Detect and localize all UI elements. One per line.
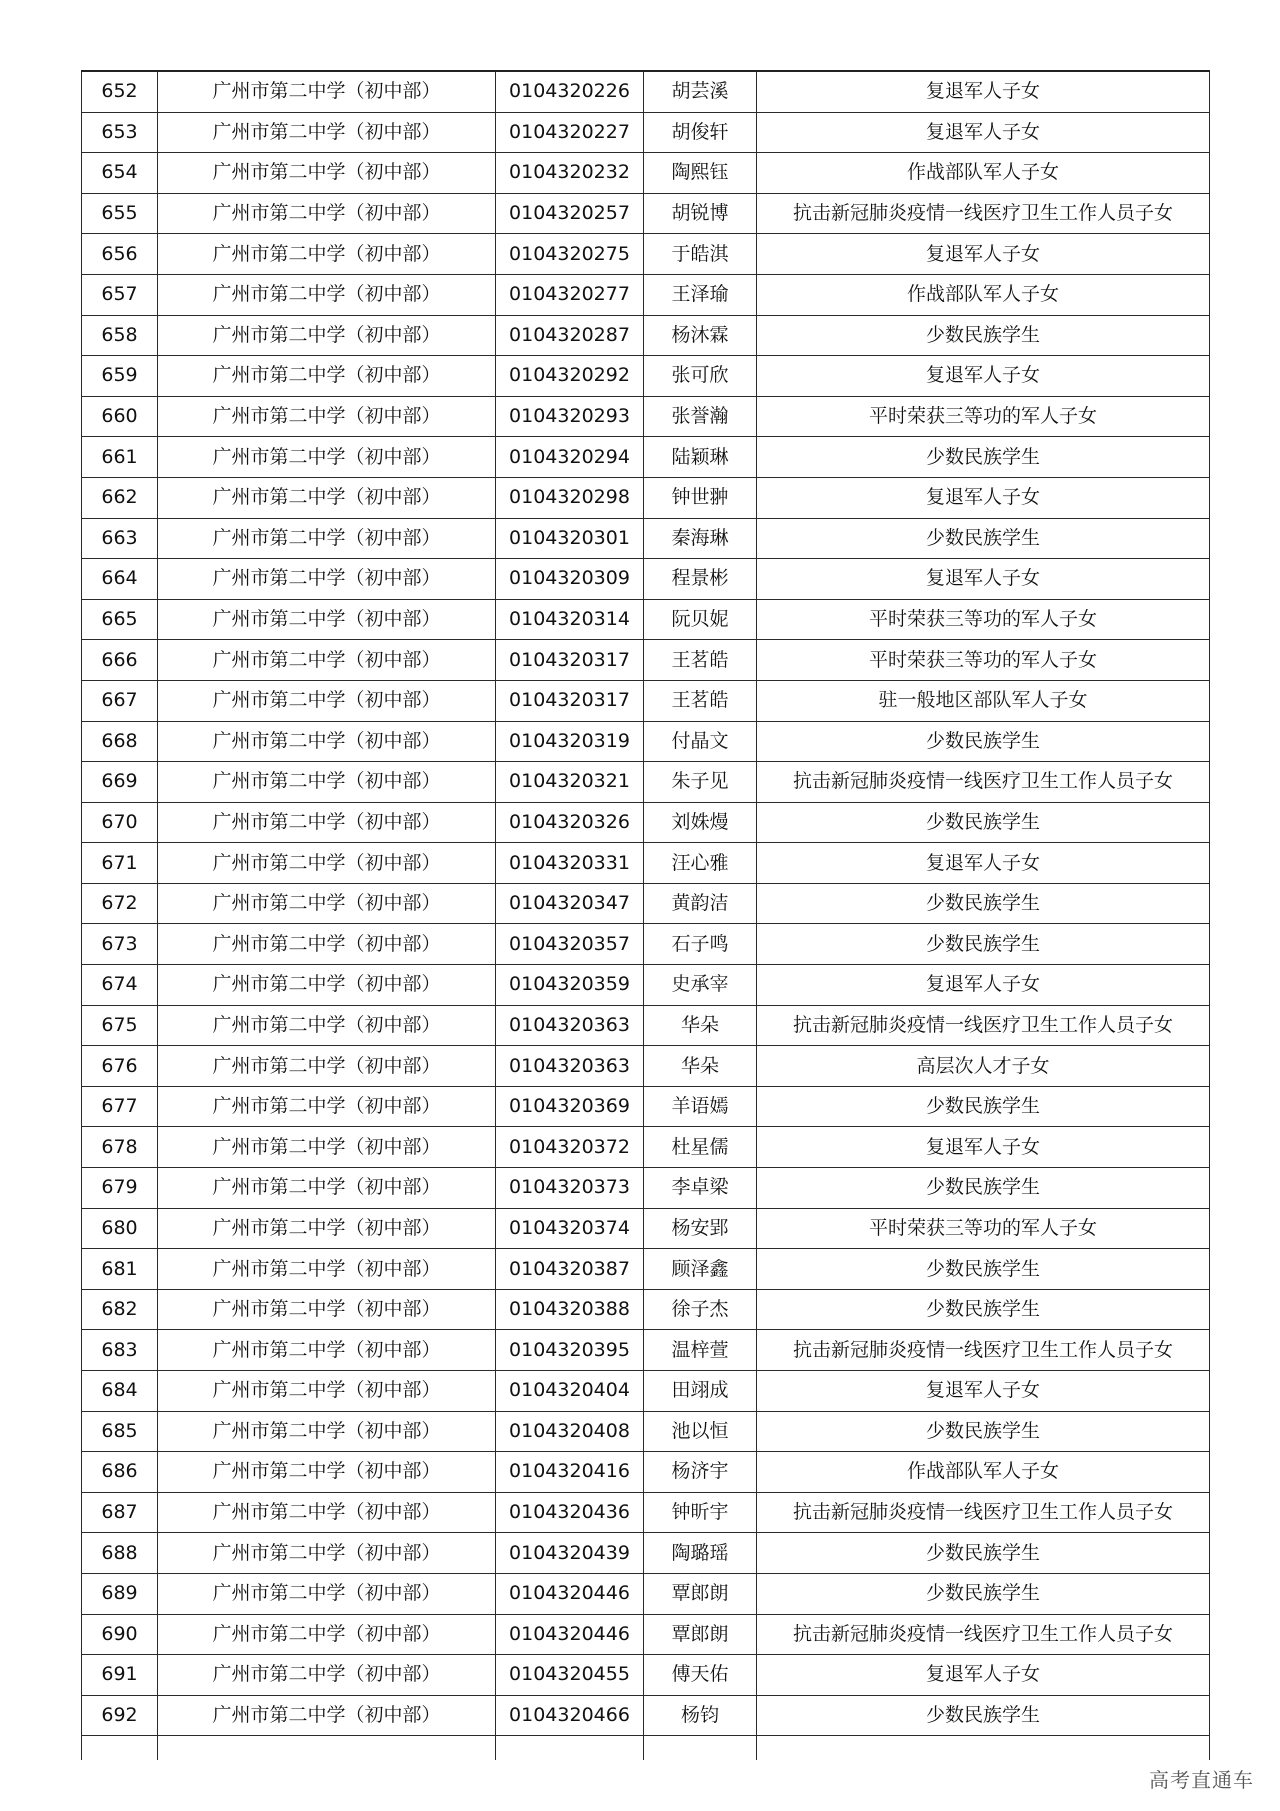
table-row [82, 1005, 1210, 1046]
student-id-cell: 0104320331 [496, 843, 644, 884]
category-cell: 少数民族学生 [757, 924, 1210, 965]
table-row [82, 518, 1210, 559]
empty-cell [757, 1736, 1210, 1761]
category-cell: 复退军人子女 [757, 843, 1210, 884]
school-name-cell: 广州市第二中学（初中部） [158, 1573, 496, 1614]
category-cell: 少数民族学生 [757, 721, 1210, 762]
student-id-cell: 0104320293 [496, 396, 644, 437]
category-cell: 少数民族学生 [757, 802, 1210, 843]
category-cell: 少数民族学生 [757, 1533, 1210, 1574]
row-number-cell: 660 [82, 396, 158, 437]
student-name-cell: 池以恒 [644, 1411, 757, 1452]
student-id-cell: 0104320277 [496, 274, 644, 315]
school-name-cell: 广州市第二中学（初中部） [158, 559, 496, 600]
student-id-cell: 0104320408 [496, 1411, 644, 1452]
table-row [82, 559, 1210, 600]
school-name-cell: 广州市第二中学（初中部） [158, 1411, 496, 1452]
row-number-cell: 681 [82, 1249, 158, 1290]
table-row [82, 640, 1210, 681]
school-name-cell: 广州市第二中学（初中部） [158, 356, 496, 397]
category-cell: 复退军人子女 [757, 559, 1210, 600]
category-cell: 抗击新冠肺炎疫情一线医疗卫生工作人员子女 [757, 1492, 1210, 1533]
row-number-cell: 665 [82, 599, 158, 640]
student-name-cell: 杨安郢 [644, 1208, 757, 1249]
student-name-cell: 于皓淇 [644, 234, 757, 275]
school-name-cell: 广州市第二中学（初中部） [158, 518, 496, 559]
student-id-cell: 0104320439 [496, 1533, 644, 1574]
row-number-cell: 674 [82, 965, 158, 1006]
school-name-cell: 广州市第二中学（初中部） [158, 1249, 496, 1290]
student-id-cell: 0104320416 [496, 1452, 644, 1493]
category-cell: 抗击新冠肺炎疫情一线医疗卫生工作人员子女 [757, 1005, 1210, 1046]
row-number-cell: 690 [82, 1614, 158, 1655]
category-cell: 抗击新冠肺炎疫情一线医疗卫生工作人员子女 [757, 1330, 1210, 1371]
row-number-cell: 685 [82, 1411, 158, 1452]
row-number-cell: 657 [82, 274, 158, 315]
student-id-cell: 0104320294 [496, 437, 644, 478]
row-number-cell: 677 [82, 1086, 158, 1127]
student-name-cell: 付晶文 [644, 721, 757, 762]
school-name-cell: 广州市第二中学（初中部） [158, 599, 496, 640]
school-name-cell: 广州市第二中学（初中部） [158, 762, 496, 803]
category-cell: 抗击新冠肺炎疫情一线医疗卫生工作人员子女 [757, 1614, 1210, 1655]
school-name-cell: 广州市第二中学（初中部） [158, 1655, 496, 1696]
row-number-cell: 688 [82, 1533, 158, 1574]
school-name-cell: 广州市第二中学（初中部） [158, 1695, 496, 1736]
row-number-cell: 673 [82, 924, 158, 965]
school-name-cell: 广州市第二中学（初中部） [158, 1127, 496, 1168]
category-cell: 复退军人子女 [757, 234, 1210, 275]
empty-cell [644, 1736, 757, 1761]
school-name-cell: 广州市第二中学（初中部） [158, 924, 496, 965]
table-row [82, 965, 1210, 1006]
student-id-cell: 0104320395 [496, 1330, 644, 1371]
student-name-cell: 朱子见 [644, 762, 757, 803]
student-name-cell: 覃郎朗 [644, 1614, 757, 1655]
school-name-cell: 广州市第二中学（初中部） [158, 1452, 496, 1493]
table-row [82, 1533, 1210, 1574]
row-number-cell: 667 [82, 680, 158, 721]
student-id-cell: 0104320466 [496, 1695, 644, 1736]
student-name-cell: 程景彬 [644, 559, 757, 600]
category-cell: 抗击新冠肺炎疫情一线医疗卫生工作人员子女 [757, 762, 1210, 803]
row-number-cell: 659 [82, 356, 158, 397]
watermark-logo-text: 高考直通车 [1149, 1768, 1254, 1792]
category-cell: 作战部队军人子女 [757, 153, 1210, 194]
category-cell: 作战部队军人子女 [757, 1452, 1210, 1493]
student-id-cell: 0104320363 [496, 1046, 644, 1087]
table-row [82, 437, 1210, 478]
school-name-cell: 广州市第二中学（初中部） [158, 71, 496, 112]
student-id-cell: 0104320301 [496, 518, 644, 559]
category-cell: 平时荣获三等功的军人子女 [757, 1208, 1210, 1249]
table-row [82, 843, 1210, 884]
school-name-cell: 广州市第二中学（初中部） [158, 640, 496, 681]
table-row [82, 721, 1210, 762]
table-row [82, 1289, 1210, 1330]
student-id-cell: 0104320436 [496, 1492, 644, 1533]
student-name-cell: 傅天佑 [644, 1655, 757, 1696]
student-name-cell: 杨钧 [644, 1695, 757, 1736]
row-number-cell: 658 [82, 315, 158, 356]
category-cell: 少数民族学生 [757, 1695, 1210, 1736]
school-name-cell: 广州市第二中学（初中部） [158, 112, 496, 153]
row-number-cell: 683 [82, 1330, 158, 1371]
school-name-cell: 广州市第二中学（初中部） [158, 315, 496, 356]
student-name-cell: 李卓梁 [644, 1168, 757, 1209]
student-name-cell: 杨沐霖 [644, 315, 757, 356]
student-name-cell: 田翊成 [644, 1371, 757, 1412]
category-cell: 平时荣获三等功的军人子女 [757, 396, 1210, 437]
student-id-cell: 0104320446 [496, 1573, 644, 1614]
row-number-cell: 682 [82, 1289, 158, 1330]
school-name-cell: 广州市第二中学（初中部） [158, 1208, 496, 1249]
school-name-cell: 广州市第二中学（初中部） [158, 843, 496, 884]
student-name-cell: 胡锐博 [644, 193, 757, 234]
student-id-cell: 0104320232 [496, 153, 644, 194]
table-row-continuation [82, 1736, 1210, 1761]
student-name-cell: 史承宰 [644, 965, 757, 1006]
table-row [82, 315, 1210, 356]
student-id-cell: 0104320455 [496, 1655, 644, 1696]
empty-cell [158, 1736, 496, 1761]
student-name-cell: 华朵 [644, 1005, 757, 1046]
student-id-cell: 0104320314 [496, 599, 644, 640]
table-row [82, 802, 1210, 843]
school-name-cell: 广州市第二中学（初中部） [158, 1086, 496, 1127]
table-row [82, 71, 1210, 112]
row-number-cell: 689 [82, 1573, 158, 1614]
student-name-cell: 王茗皓 [644, 680, 757, 721]
student-name-cell: 徐子杰 [644, 1289, 757, 1330]
student-name-cell: 温梓萱 [644, 1330, 757, 1371]
row-number-cell: 676 [82, 1046, 158, 1087]
student-id-cell: 0104320374 [496, 1208, 644, 1249]
row-number-cell: 655 [82, 193, 158, 234]
row-number-cell: 671 [82, 843, 158, 884]
table-row [82, 396, 1210, 437]
row-number-cell: 669 [82, 762, 158, 803]
student-name-cell: 秦海琳 [644, 518, 757, 559]
table-row [82, 883, 1210, 924]
student-id-cell: 0104320309 [496, 559, 644, 600]
school-name-cell: 广州市第二中学（初中部） [158, 1371, 496, 1412]
student-name-cell: 顾泽鑫 [644, 1249, 757, 1290]
category-cell: 高层次人才子女 [757, 1046, 1210, 1087]
student-id-cell: 0104320359 [496, 965, 644, 1006]
category-cell: 复退军人子女 [757, 1371, 1210, 1412]
row-number-cell: 692 [82, 1695, 158, 1736]
student-id-cell: 0104320226 [496, 71, 644, 112]
table-row [82, 599, 1210, 640]
student-name-cell: 陆颖琳 [644, 437, 757, 478]
school-name-cell: 广州市第二中学（初中部） [158, 1614, 496, 1655]
student-id-cell: 0104320287 [496, 315, 644, 356]
student-id-cell: 0104320319 [496, 721, 644, 762]
category-cell: 复退军人子女 [757, 1655, 1210, 1696]
student-id-cell: 0104320373 [496, 1168, 644, 1209]
school-name-cell: 广州市第二中学（初中部） [158, 721, 496, 762]
row-number-cell: 656 [82, 234, 158, 275]
school-name-cell: 广州市第二中学（初中部） [158, 153, 496, 194]
table-row [82, 1208, 1210, 1249]
category-cell: 少数民族学生 [757, 1411, 1210, 1452]
table-row [82, 112, 1210, 153]
row-number-cell: 663 [82, 518, 158, 559]
row-number-cell: 654 [82, 153, 158, 194]
student-name-cell: 黄韵洁 [644, 883, 757, 924]
school-name-cell: 广州市第二中学（初中部） [158, 1168, 496, 1209]
table-row [82, 1086, 1210, 1127]
student-name-cell: 胡俊轩 [644, 112, 757, 153]
student-name-cell: 钟世翀 [644, 477, 757, 518]
table-row [82, 1371, 1210, 1412]
student-id-cell: 0104320326 [496, 802, 644, 843]
school-name-cell: 广州市第二中学（初中部） [158, 965, 496, 1006]
school-name-cell: 广州市第二中学（初中部） [158, 1330, 496, 1371]
student-id-cell: 0104320321 [496, 762, 644, 803]
category-cell: 少数民族学生 [757, 518, 1210, 559]
student-name-cell: 覃郎朗 [644, 1573, 757, 1614]
category-cell: 复退军人子女 [757, 1127, 1210, 1168]
table-row [82, 1655, 1210, 1696]
student-name-cell: 石子鸣 [644, 924, 757, 965]
category-cell: 平时荣获三等功的军人子女 [757, 599, 1210, 640]
table-row [82, 477, 1210, 518]
school-name-cell: 广州市第二中学（初中部） [158, 437, 496, 478]
category-cell: 复退军人子女 [757, 356, 1210, 397]
empty-cell [496, 1736, 644, 1761]
student-id-cell: 0104320357 [496, 924, 644, 965]
student-id-cell: 0104320275 [496, 234, 644, 275]
table-row [82, 193, 1210, 234]
table-row [82, 1330, 1210, 1371]
row-number-cell: 687 [82, 1492, 158, 1533]
student-name-cell: 刘姝熳 [644, 802, 757, 843]
table-row [82, 1452, 1210, 1493]
category-cell: 复退军人子女 [757, 112, 1210, 153]
student-id-cell: 0104320372 [496, 1127, 644, 1168]
student-name-cell: 阮贝妮 [644, 599, 757, 640]
student-name-cell: 汪心雅 [644, 843, 757, 884]
student-id-cell: 0104320363 [496, 1005, 644, 1046]
row-number-cell: 678 [82, 1127, 158, 1168]
student-id-cell: 0104320347 [496, 883, 644, 924]
school-name-cell: 广州市第二中学（初中部） [158, 1492, 496, 1533]
student-id-cell: 0104320317 [496, 640, 644, 681]
category-cell: 驻一般地区部队军人子女 [757, 680, 1210, 721]
student-name-cell: 王泽瑜 [644, 274, 757, 315]
row-number-cell: 666 [82, 640, 158, 681]
table-row [82, 1046, 1210, 1087]
school-name-cell: 广州市第二中学（初中部） [158, 1005, 496, 1046]
table-row [82, 274, 1210, 315]
empty-cell [82, 1736, 158, 1761]
student-roster-table [81, 70, 1210, 1760]
row-number-cell: 662 [82, 477, 158, 518]
student-id-cell: 0104320227 [496, 112, 644, 153]
table-row [82, 762, 1210, 803]
table-row [82, 1249, 1210, 1290]
table-row [82, 1168, 1210, 1209]
category-cell: 少数民族学生 [757, 1168, 1210, 1209]
row-number-cell: 653 [82, 112, 158, 153]
table-row [82, 153, 1210, 194]
category-cell: 平时荣获三等功的军人子女 [757, 640, 1210, 681]
student-id-cell: 0104320317 [496, 680, 644, 721]
student-name-cell: 华朵 [644, 1046, 757, 1087]
row-number-cell: 684 [82, 1371, 158, 1412]
row-number-cell: 672 [82, 883, 158, 924]
row-number-cell: 664 [82, 559, 158, 600]
student-name-cell: 张可欣 [644, 356, 757, 397]
student-name-cell: 胡芸溪 [644, 71, 757, 112]
student-id-cell: 0104320257 [496, 193, 644, 234]
student-name-cell: 杨济宇 [644, 1452, 757, 1493]
row-number-cell: 661 [82, 437, 158, 478]
category-cell: 少数民族学生 [757, 883, 1210, 924]
table-row [82, 1127, 1210, 1168]
student-id-cell: 0104320388 [496, 1289, 644, 1330]
school-name-cell: 广州市第二中学（初中部） [158, 396, 496, 437]
student-name-cell: 杜星儒 [644, 1127, 757, 1168]
table-row [82, 1573, 1210, 1614]
category-cell: 少数民族学生 [757, 1289, 1210, 1330]
row-number-cell: 670 [82, 802, 158, 843]
row-number-cell: 668 [82, 721, 158, 762]
school-name-cell: 广州市第二中学（初中部） [158, 1289, 496, 1330]
student-id-cell: 0104320298 [496, 477, 644, 518]
student-name-cell: 羊语嫣 [644, 1086, 757, 1127]
student-name-cell: 王茗皓 [644, 640, 757, 681]
student-name-cell: 陶熙钰 [644, 153, 757, 194]
school-name-cell: 广州市第二中学（初中部） [158, 1046, 496, 1087]
school-name-cell: 广州市第二中学（初中部） [158, 193, 496, 234]
category-cell: 少数民族学生 [757, 1249, 1210, 1290]
student-name-cell: 陶璐瑶 [644, 1533, 757, 1574]
student-id-cell: 0104320446 [496, 1614, 644, 1655]
student-id-cell: 0104320387 [496, 1249, 644, 1290]
student-id-cell: 0104320292 [496, 356, 644, 397]
row-number-cell: 691 [82, 1655, 158, 1696]
table-row [82, 1411, 1210, 1452]
row-number-cell: 679 [82, 1168, 158, 1209]
school-name-cell: 广州市第二中学（初中部） [158, 680, 496, 721]
school-name-cell: 广州市第二中学（初中部） [158, 477, 496, 518]
table-row [82, 234, 1210, 275]
category-cell: 复退军人子女 [757, 71, 1210, 112]
student-id-cell: 0104320404 [496, 1371, 644, 1412]
row-number-cell: 686 [82, 1452, 158, 1493]
row-number-cell: 680 [82, 1208, 158, 1249]
category-cell: 少数民族学生 [757, 315, 1210, 356]
school-name-cell: 广州市第二中学（初中部） [158, 234, 496, 275]
table-row [82, 680, 1210, 721]
category-cell: 少数民族学生 [757, 1573, 1210, 1614]
student-name-cell: 张誉瀚 [644, 396, 757, 437]
category-cell: 少数民族学生 [757, 437, 1210, 478]
student-name-cell: 钟昕宇 [644, 1492, 757, 1533]
school-name-cell: 广州市第二中学（初中部） [158, 883, 496, 924]
category-cell: 复退军人子女 [757, 965, 1210, 1006]
table-row [82, 356, 1210, 397]
roster-body [82, 71, 1210, 1760]
student-id-cell: 0104320369 [496, 1086, 644, 1127]
category-cell: 作战部队军人子女 [757, 274, 1210, 315]
school-name-cell: 广州市第二中学（初中部） [158, 274, 496, 315]
row-number-cell: 675 [82, 1005, 158, 1046]
school-name-cell: 广州市第二中学（初中部） [158, 802, 496, 843]
category-cell: 少数民族学生 [757, 1086, 1210, 1127]
category-cell: 抗击新冠肺炎疫情一线医疗卫生工作人员子女 [757, 193, 1210, 234]
table-row [82, 1614, 1210, 1655]
school-name-cell: 广州市第二中学（初中部） [158, 1533, 496, 1574]
table-row [82, 1492, 1210, 1533]
row-number-cell: 652 [82, 71, 158, 112]
table-row [82, 1695, 1210, 1736]
category-cell: 复退军人子女 [757, 477, 1210, 518]
table-row [82, 924, 1210, 965]
